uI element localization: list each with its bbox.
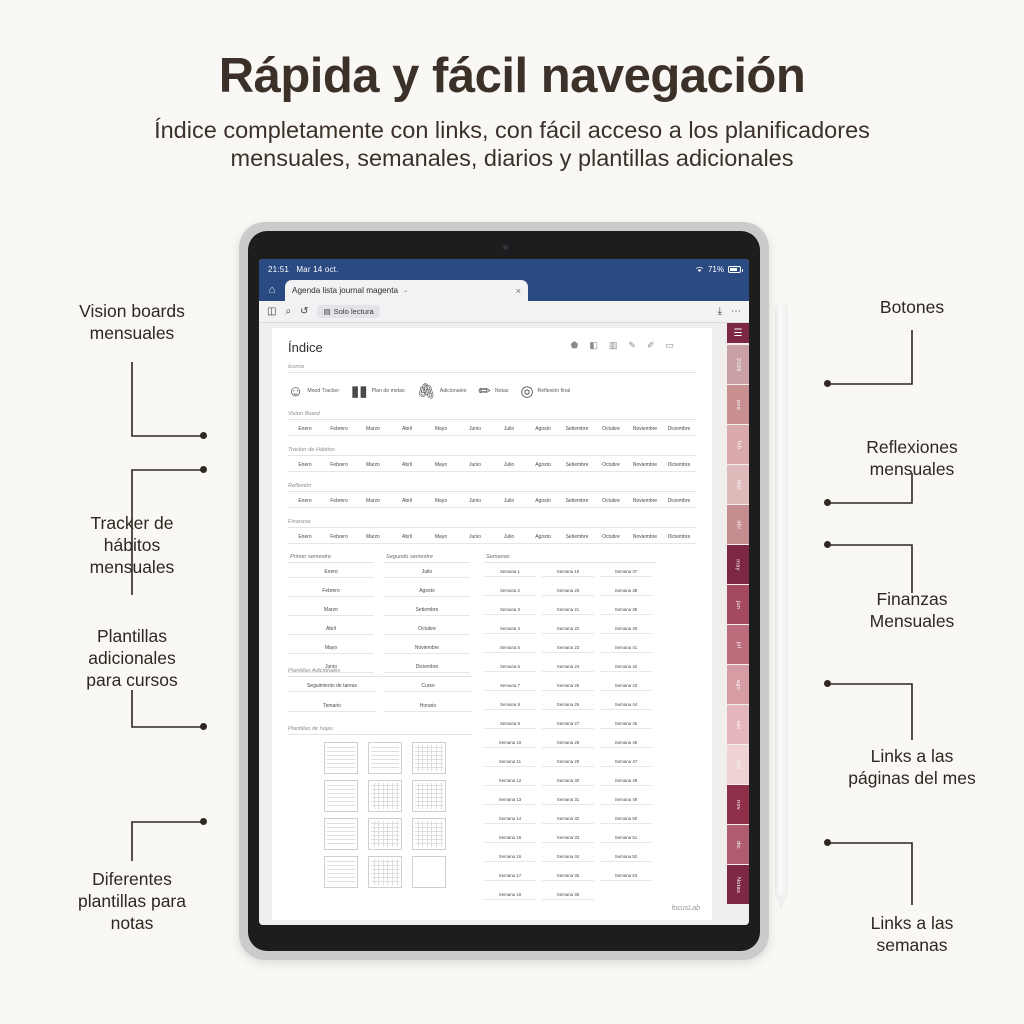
week-link[interactable]: Semana 19	[542, 566, 594, 577]
side-tab-jun[interactable]: jun	[727, 585, 749, 624]
side-tab-abr[interactable]: abr	[727, 505, 749, 544]
week-link[interactable]: Semana 37	[600, 566, 652, 577]
month-link-noviembre[interactable]: Noviembre	[628, 495, 662, 508]
week-link[interactable]: Semana 23	[542, 642, 594, 653]
callout-reflexiones: Reflexiones mensuales	[866, 437, 958, 479]
side-tab-jul[interactable]: jul	[727, 625, 749, 664]
section-label-finanzas: Finanzas	[288, 519, 311, 525]
month-link-febrero[interactable]: Febrero	[322, 423, 356, 436]
home-icon[interactable]: ⌂	[268, 284, 276, 296]
week-link[interactable]: Semana 49	[600, 794, 652, 805]
week-link[interactable]: Semana 33	[542, 832, 594, 843]
leader-dot	[200, 818, 207, 825]
side-tab-2026[interactable]: 2026	[727, 345, 749, 384]
week-link[interactable]: Semana 35	[542, 870, 594, 881]
week-link[interactable]: Semana 10	[484, 737, 536, 748]
week-link[interactable]: Semana 3	[484, 604, 536, 615]
semester-month-link[interactable]: Agosto	[384, 585, 470, 597]
shortcut-label: Adicionales	[439, 388, 467, 394]
month-link-junio[interactable]: Junio	[458, 495, 492, 508]
bars-icon: ▮▮	[351, 382, 368, 400]
week-link[interactable]: Semana 53	[600, 870, 652, 881]
week-link[interactable]: Semana 28	[542, 737, 594, 748]
month-link-julio[interactable]: Julio	[492, 423, 526, 436]
extra-template-link[interactable]: Curso	[384, 680, 472, 692]
week-link[interactable]: Semana 29	[542, 756, 594, 767]
status-time: 21:51	[268, 264, 290, 274]
col-header-primer-semestre: Primer semestre	[290, 554, 332, 560]
month-link-febrero[interactable]: Febrero	[322, 531, 356, 544]
eraser-icon[interactable]: ▭	[665, 340, 674, 350]
semester-month-link[interactable]: Julio	[384, 566, 470, 578]
week-link[interactable]: Semana 42	[600, 661, 652, 672]
side-tab-mar[interactable]: mar	[727, 465, 749, 504]
callout-links-mes: Links a las páginas del mes	[848, 746, 976, 788]
week-link[interactable]: Semana 31	[542, 794, 594, 805]
share-icon[interactable]: ⤓	[717, 306, 722, 317]
month-link-setiembre[interactable]: Setiembre	[560, 531, 594, 544]
month-link-junio[interactable]: Junio	[458, 459, 492, 472]
week-link[interactable]: Semana 30	[542, 775, 594, 786]
side-tab-nov[interactable]: nov	[727, 785, 749, 824]
section-label-vision-board: Vision Board	[288, 411, 320, 417]
callout-plantillas-notas: Diferentes plantillas para notas	[78, 869, 186, 933]
col-header-semanas: Semanas	[486, 554, 510, 560]
side-tab-ene[interactable]: ene	[727, 385, 749, 424]
month-link-abril[interactable]: Abril	[390, 423, 424, 436]
status-date: Mar 14 oct.	[296, 264, 339, 274]
week-link[interactable]: Semana 14	[484, 813, 536, 824]
smiley-icon: ☺	[288, 382, 304, 400]
month-link-setiembre[interactable]: Setiembre	[560, 459, 594, 472]
week-link[interactable]: Semana 15	[484, 832, 536, 843]
week-link[interactable]: Semana 16	[484, 851, 536, 862]
pen-icon[interactable]: ✎	[628, 340, 636, 350]
leader-dot	[824, 380, 831, 387]
month-link-noviembre[interactable]: Noviembre	[628, 423, 662, 436]
sidebar-icon[interactable]: ◫	[267, 306, 277, 317]
week-link[interactable]: Semana 47	[600, 756, 652, 767]
clip-icon: 🖇	[416, 382, 436, 400]
section-label-tracker: Tracker de Hábitos	[288, 447, 335, 453]
semester-month-link[interactable]: Noviembre	[384, 642, 470, 654]
side-tab-notas[interactable]: Notas	[727, 865, 749, 904]
week-link[interactable]: Semana 39	[600, 604, 652, 615]
semester-month-link[interactable]: Marzo	[288, 604, 374, 616]
month-link-mayo[interactable]: Mayo	[424, 423, 458, 436]
month-link-febrero[interactable]: Febrero	[322, 459, 356, 472]
month-link-agosto[interactable]: Agosto	[526, 531, 560, 544]
bookmark-icon[interactable]: ⬟	[570, 340, 579, 350]
leader-dot	[824, 839, 831, 846]
month-link-marzo[interactable]: Marzo	[356, 495, 390, 508]
week-link[interactable]: Semana 2	[484, 585, 536, 596]
month-link-abril[interactable]: Abril	[390, 459, 424, 472]
side-tab-dic[interactable]: dic	[727, 825, 749, 864]
month-link-diciembre[interactable]: Diciembre	[662, 531, 696, 544]
month-link-agosto[interactable]: Agosto	[526, 423, 560, 436]
semester-month-link[interactable]: Febrero	[288, 585, 374, 597]
month-link-marzo[interactable]: Marzo	[356, 423, 390, 436]
week-link[interactable]: Semana 45	[600, 718, 652, 729]
month-link-enero[interactable]: Enero	[288, 423, 322, 436]
month-link-marzo[interactable]: Marzo	[356, 531, 390, 544]
month-link-junio[interactable]: Junio	[458, 531, 492, 544]
month-link-setiembre[interactable]: Setiembre	[560, 495, 594, 508]
week-link[interactable]: Semana 32	[542, 813, 594, 824]
side-tab-set[interactable]: set	[727, 705, 749, 744]
side-tab-may[interactable]: may	[727, 545, 749, 584]
battery-label: 71%	[707, 264, 724, 274]
semester-month-link[interactable]: Enero	[288, 566, 374, 578]
shortcut-label: Notas	[494, 388, 509, 394]
month-link-octubre[interactable]: Octubre	[594, 459, 628, 472]
month-link-julio[interactable]: Julio	[492, 495, 526, 508]
month-link-mayo[interactable]: Mayo	[424, 459, 458, 472]
footer-logo: focusLab	[671, 905, 700, 912]
tag-icon[interactable]: ◧	[589, 340, 598, 350]
month-link-setiembre[interactable]: Setiembre	[560, 423, 594, 436]
semester-month-link[interactable]: Abril	[288, 623, 374, 635]
week-link[interactable]: Semana 7	[484, 680, 536, 691]
shortcut-label: Reflexión final	[537, 388, 571, 394]
week-link[interactable]: Semana 6	[484, 661, 536, 672]
month-link-enero[interactable]: Enero	[288, 495, 322, 508]
month-link-octubre[interactable]: Octubre	[594, 495, 628, 508]
week-link[interactable]: Semana 12	[484, 775, 536, 786]
month-link-diciembre[interactable]: Diciembre	[662, 459, 696, 472]
side-tab-feb[interactable]: feb	[727, 425, 749, 464]
week-link[interactable]: Semana 13	[484, 794, 536, 805]
shortcut-label: Plan de metas	[371, 388, 405, 394]
week-link[interactable]: Semana 44	[600, 699, 652, 710]
target-icon: ◎	[520, 382, 534, 400]
week-link[interactable]: Semana 25	[542, 680, 594, 691]
chart-icon[interactable]: ▥	[608, 340, 618, 350]
week-link[interactable]: Semana 51	[600, 832, 652, 843]
undo-icon[interactable]: ↺	[300, 306, 309, 317]
month-link-abril[interactable]: Abril	[390, 531, 424, 544]
section-label-reflexion: Reflexión	[288, 483, 312, 489]
month-link-diciembre[interactable]: Diciembre	[662, 495, 696, 508]
week-link[interactable]: Semana 11	[484, 756, 536, 767]
week-link[interactable]: Semana 20	[542, 585, 594, 596]
extra-template-link[interactable]: Temario	[288, 700, 376, 712]
month-link-marzo[interactable]: Marzo	[356, 459, 390, 472]
search-icon[interactable]: ⌕	[285, 306, 292, 317]
leader-dot	[824, 680, 831, 687]
week-link[interactable]: Semana 40	[600, 623, 652, 634]
tab-title: Agenda lista journal magenta	[292, 286, 399, 295]
leader-dot	[200, 466, 207, 473]
week-link[interactable]: Semana 8	[484, 699, 536, 710]
callout-tracker-habitos: Tracker de hábitos mensuales	[89, 513, 175, 577]
leader-dot	[824, 541, 831, 548]
leader-dot	[200, 432, 207, 439]
section-label-plantillas-hojas: Plantillas de hojas	[288, 726, 334, 732]
document-title: Índice	[288, 340, 323, 355]
pencil-icon: ✏	[478, 382, 491, 400]
more-icon[interactable]: ⋯	[731, 306, 741, 317]
month-link-mayo[interactable]: Mayo	[424, 531, 458, 544]
week-link[interactable]: Semana 36	[542, 889, 594, 900]
readonly-label: Solo lectura	[333, 307, 374, 316]
pencil-icon[interactable]: ✐	[646, 340, 655, 350]
callout-finanzas: Finanzas Mensuales	[869, 589, 955, 631]
section-label-iconos: Íconos	[288, 364, 305, 370]
extra-template-link[interactable]: Seguimiento de tareas	[288, 680, 376, 692]
month-link-diciembre[interactable]: Diciembre	[662, 423, 696, 436]
semester-month-link[interactable]: Junio	[288, 661, 374, 673]
callout-botones: Botones	[879, 297, 945, 317]
week-link[interactable]: Semana 1	[484, 566, 536, 577]
section-label-plantillas-adicionales: Plantillas Adicionales	[288, 668, 341, 674]
month-link-julio[interactable]: Julio	[492, 531, 526, 544]
week-link[interactable]: Semana 22	[542, 623, 594, 634]
month-link-agosto[interactable]: Agosto	[526, 495, 560, 508]
week-link[interactable]: Semana 21	[542, 604, 594, 615]
week-link[interactable]: Semana 38	[600, 585, 652, 596]
week-link[interactable]: Semana 24	[542, 661, 594, 672]
week-link[interactable]: Semana 4	[484, 623, 536, 634]
month-link-enero[interactable]: Enero	[288, 531, 322, 544]
week-link[interactable]: Semana 18	[484, 889, 536, 900]
close-icon[interactable]: ×	[515, 285, 521, 296]
week-link[interactable]: Semana 48	[600, 775, 652, 786]
col-header-segundo-semestre: Segundo semestre	[386, 554, 433, 560]
week-link[interactable]: Semana 5	[484, 642, 536, 653]
week-link[interactable]: Semana 52	[600, 851, 652, 862]
semester-month-link[interactable]: Setiembre	[384, 604, 470, 616]
month-link-noviembre[interactable]: Noviembre	[628, 459, 662, 472]
month-link-enero[interactable]: Enero	[288, 459, 322, 472]
callout-vision-boards: Vision boards mensuales	[79, 301, 185, 343]
week-link[interactable]: Semana 27	[542, 718, 594, 729]
month-link-abril[interactable]: Abril	[390, 495, 424, 508]
leader-dot	[200, 723, 207, 730]
page-title: Rápida y fácil navegación	[218, 49, 806, 103]
month-link-agosto[interactable]: Agosto	[526, 459, 560, 472]
page-subtitle: Índice completamente con links, con fácil acceso a los planificadores mensuales, semanales, diarios y plantillas adicionales	[154, 117, 870, 171]
week-link[interactable]: Semana 9	[484, 718, 536, 729]
extra-template-link[interactable]: Horario	[384, 700, 472, 712]
lock-icon: ▤	[323, 307, 331, 316]
semester-month-link[interactable]: Octubre	[384, 623, 470, 635]
week-link[interactable]: Semana 26	[542, 699, 594, 710]
week-link[interactable]: Semana 46	[600, 737, 652, 748]
leader-dot	[824, 499, 831, 506]
month-link-mayo[interactable]: Mayo	[424, 495, 458, 508]
month-link-octubre[interactable]: Octubre	[594, 423, 628, 436]
chevron-down-icon[interactable]: ⌄	[403, 288, 409, 294]
month-link-noviembre[interactable]: Noviembre	[628, 531, 662, 544]
week-link[interactable]: Semana 43	[600, 680, 652, 691]
menu-icon[interactable]: ☰	[727, 323, 749, 343]
side-tab-ago[interactable]: ago	[727, 665, 749, 704]
week-link[interactable]: Semana 34	[542, 851, 594, 862]
month-link-octubre[interactable]: Octubre	[594, 531, 628, 544]
semester-month-link[interactable]: Diciembre	[384, 661, 470, 673]
callout-plantillas-cursos: Plantillas adicionales para cursos	[86, 626, 178, 690]
shortcut-label: Mood Tracker	[307, 388, 340, 394]
month-link-julio[interactable]: Julio	[492, 459, 526, 472]
side-tab-oct[interactable]: oct	[727, 745, 749, 784]
month-link-junio[interactable]: Junio	[458, 423, 492, 436]
week-link[interactable]: Semana 50	[600, 813, 652, 824]
callout-links-semanas: Links a las semanas	[870, 913, 954, 955]
semester-month-link[interactable]: Mayo	[288, 642, 374, 654]
month-link-febrero[interactable]: Febrero	[322, 495, 356, 508]
week-link[interactable]: Semana 41	[600, 642, 652, 653]
week-link[interactable]: Semana 17	[484, 870, 536, 881]
